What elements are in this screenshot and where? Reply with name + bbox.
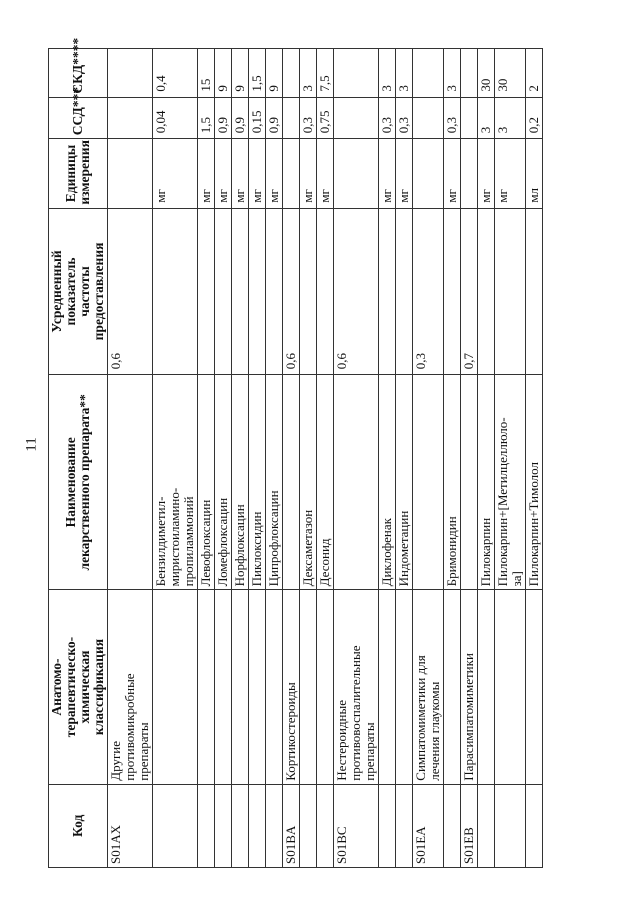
cell-atc bbox=[249, 590, 266, 784]
cell-ssd: 0,9 bbox=[215, 97, 232, 139]
cell-freq bbox=[153, 208, 198, 375]
cell-ssd: 0,9 bbox=[232, 97, 249, 139]
cell-skd: 1,5 bbox=[249, 49, 266, 98]
cell-code bbox=[153, 784, 198, 867]
cell-unit: мг bbox=[153, 139, 198, 208]
table-row bbox=[379, 49, 396, 868]
cell-ssd bbox=[108, 97, 153, 139]
cell-drug: Десонид bbox=[317, 375, 334, 590]
table-row bbox=[461, 49, 478, 868]
table-row bbox=[215, 49, 232, 868]
cell-freq bbox=[396, 208, 413, 375]
cell-drug: Дексаметазон bbox=[300, 375, 317, 590]
cell-code bbox=[198, 784, 215, 867]
cell-unit: мг bbox=[495, 139, 526, 208]
header-unit: Единицы измерения bbox=[49, 139, 108, 208]
table-row bbox=[444, 49, 461, 868]
cell-ssd: 0,2 bbox=[526, 97, 543, 139]
cell-code bbox=[317, 784, 334, 867]
cell-drug bbox=[413, 375, 444, 590]
cell-drug: Индометацин bbox=[396, 375, 413, 590]
cell-skd: 30 bbox=[495, 49, 526, 98]
cell-freq bbox=[526, 208, 543, 375]
cell-unit: мг bbox=[215, 139, 232, 208]
header-freq: Усредненный показатель частоты предоставления bbox=[49, 208, 108, 375]
cell-code bbox=[215, 784, 232, 867]
cell-atc bbox=[317, 590, 334, 784]
cell-unit: мг bbox=[444, 139, 461, 208]
cell-freq bbox=[317, 208, 334, 375]
cell-drug: Ломефлоксацин bbox=[215, 375, 232, 590]
table-row bbox=[495, 49, 526, 868]
cell-atc bbox=[495, 590, 526, 784]
cell-unit: мг bbox=[379, 139, 396, 208]
cell-unit: мг bbox=[317, 139, 334, 208]
cell-skd: 3 bbox=[444, 49, 461, 98]
cell-unit bbox=[108, 139, 153, 208]
header-code: Код bbox=[49, 784, 108, 867]
cell-atc bbox=[379, 590, 396, 784]
cell-ssd: 0,3 bbox=[379, 97, 396, 139]
cell-unit bbox=[283, 139, 300, 208]
cell-drug: Диклофенак bbox=[379, 375, 396, 590]
cell-drug: Пилокарпин bbox=[478, 375, 495, 590]
cell-skd: 2 bbox=[526, 49, 543, 98]
cell-freq: 0,6 bbox=[334, 208, 379, 375]
cell-code bbox=[266, 784, 283, 867]
cell-code bbox=[232, 784, 249, 867]
cell-drug: Пиклоксидин bbox=[249, 375, 266, 590]
cell-unit: мг bbox=[198, 139, 215, 208]
cell-code bbox=[396, 784, 413, 867]
cell-unit: мг bbox=[249, 139, 266, 208]
cell-skd: 7,5 bbox=[317, 49, 334, 98]
cell-atc: Парасимпатомиметики bbox=[461, 590, 478, 784]
cell-unit: мг bbox=[396, 139, 413, 208]
cell-drug: Бримонидин bbox=[444, 375, 461, 590]
table-row bbox=[249, 49, 266, 868]
cell-drug bbox=[334, 375, 379, 590]
cell-ssd bbox=[413, 97, 444, 139]
cell-code bbox=[444, 784, 461, 867]
cell-ssd: 0,75 bbox=[317, 97, 334, 139]
cell-unit: мг bbox=[232, 139, 249, 208]
cell-skd: 3 bbox=[396, 49, 413, 98]
cell-atc bbox=[266, 590, 283, 784]
cell-unit: мг bbox=[300, 139, 317, 208]
cell-ssd: 0,9 bbox=[266, 97, 283, 139]
cell-skd: 0,4 bbox=[153, 49, 198, 98]
cell-freq bbox=[444, 208, 461, 375]
cell-code: S01BA bbox=[283, 784, 300, 867]
cell-atc bbox=[526, 590, 543, 784]
cell-ssd bbox=[461, 97, 478, 139]
cell-atc: Кортикостероиды bbox=[283, 590, 300, 784]
cell-code bbox=[249, 784, 266, 867]
cell-freq: 0,3 bbox=[413, 208, 444, 375]
cell-code: S01BC bbox=[334, 784, 379, 867]
cell-skd bbox=[413, 49, 444, 98]
header-ssd: ССД*** bbox=[49, 97, 108, 139]
cell-skd bbox=[334, 49, 379, 98]
cell-code bbox=[526, 784, 543, 867]
cell-atc bbox=[153, 590, 198, 784]
table-row bbox=[317, 49, 334, 868]
cell-skd: 30 bbox=[478, 49, 495, 98]
table-row bbox=[334, 49, 379, 868]
cell-freq bbox=[478, 208, 495, 375]
cell-atc bbox=[300, 590, 317, 784]
table-row bbox=[283, 49, 300, 868]
cell-unit: мг bbox=[266, 139, 283, 208]
cell-code bbox=[300, 784, 317, 867]
cell-freq: 0,6 bbox=[283, 208, 300, 375]
cell-code bbox=[495, 784, 526, 867]
cell-freq bbox=[379, 208, 396, 375]
cell-freq bbox=[249, 208, 266, 375]
cell-drug: Пилокарпин+[Метилцеллюло- за] bbox=[495, 375, 526, 590]
cell-drug: Норфлоксацин bbox=[232, 375, 249, 590]
cell-freq bbox=[232, 208, 249, 375]
rotated-table-container bbox=[48, 37, 638, 868]
cell-skd: 9 bbox=[266, 49, 283, 98]
cell-atc: Симпатомиметики для лечения глаукомы bbox=[413, 590, 444, 784]
cell-atc bbox=[198, 590, 215, 784]
cell-freq bbox=[300, 208, 317, 375]
cell-drug bbox=[108, 375, 153, 590]
cell-ssd: 0,04 bbox=[153, 97, 198, 139]
cell-code bbox=[478, 784, 495, 867]
cell-ssd: 1,5 bbox=[198, 97, 215, 139]
cell-freq bbox=[215, 208, 232, 375]
cell-atc bbox=[478, 590, 495, 784]
cell-drug: Пилокарпин+Тимолол bbox=[526, 375, 543, 590]
cell-unit: мг bbox=[478, 139, 495, 208]
cell-ssd bbox=[334, 97, 379, 139]
cell-freq bbox=[495, 208, 526, 375]
cell-atc bbox=[396, 590, 413, 784]
cell-skd: 15 bbox=[198, 49, 215, 98]
cell-skd: 9 bbox=[232, 49, 249, 98]
cell-freq bbox=[266, 208, 283, 375]
table-row bbox=[413, 49, 444, 868]
cell-atc: Нестероидные противовоспалительные препараты bbox=[334, 590, 379, 784]
cell-unit: мл bbox=[526, 139, 543, 208]
cell-ssd: 0,15 bbox=[249, 97, 266, 139]
table-header-row bbox=[49, 49, 108, 868]
cell-drug: Левофлоксацин bbox=[198, 375, 215, 590]
cell-code: S01EA bbox=[413, 784, 444, 867]
header-atc: Анатомо- терапевтическо- химическая классификация bbox=[49, 590, 108, 784]
cell-ssd bbox=[283, 97, 300, 139]
cell-freq: 0,7 bbox=[461, 208, 478, 375]
cell-drug bbox=[461, 375, 478, 590]
cell-skd bbox=[108, 49, 153, 98]
cell-freq bbox=[198, 208, 215, 375]
cell-skd bbox=[283, 49, 300, 98]
table-row bbox=[396, 49, 413, 868]
cell-skd: 9 bbox=[215, 49, 232, 98]
cell-skd bbox=[461, 49, 478, 98]
cell-ssd: 0,3 bbox=[300, 97, 317, 139]
cell-drug bbox=[283, 375, 300, 590]
page-number: 11 bbox=[23, 437, 40, 452]
cell-drug: Ципрофлоксацин bbox=[266, 375, 283, 590]
cell-code bbox=[379, 784, 396, 867]
cell-skd: 3 bbox=[300, 49, 317, 98]
cell-drug: Бензилдиметил- миристоиламино- пропиламмоний bbox=[153, 375, 198, 590]
cell-unit bbox=[334, 139, 379, 208]
cell-unit bbox=[413, 139, 444, 208]
header-drug: Наименование лекарственного препарата** bbox=[49, 375, 108, 590]
cell-skd: 3 bbox=[379, 49, 396, 98]
cell-freq: 0,6 bbox=[108, 208, 153, 375]
drug-table bbox=[48, 37, 543, 868]
table-row bbox=[478, 49, 495, 868]
table-row bbox=[300, 49, 317, 868]
cell-atc bbox=[444, 590, 461, 784]
table-row bbox=[526, 49, 543, 868]
table-body bbox=[108, 49, 543, 868]
table-row bbox=[198, 49, 215, 868]
table-row bbox=[108, 49, 153, 868]
cell-atc: Другие противомикробные препараты bbox=[108, 590, 153, 784]
cell-atc bbox=[215, 590, 232, 784]
table-row bbox=[153, 49, 198, 868]
table-row bbox=[266, 49, 283, 868]
cell-unit bbox=[461, 139, 478, 208]
cell-code: S01AX bbox=[108, 784, 153, 867]
cell-ssd: 3 bbox=[478, 97, 495, 139]
cell-ssd: 0,3 bbox=[396, 97, 413, 139]
header-skd: СКД**** bbox=[49, 49, 108, 98]
cell-atc bbox=[232, 590, 249, 784]
cell-ssd: 3 bbox=[495, 97, 526, 139]
table-row bbox=[232, 49, 249, 868]
cell-ssd: 0,3 bbox=[444, 97, 461, 139]
cell-code: S01EB bbox=[461, 784, 478, 867]
